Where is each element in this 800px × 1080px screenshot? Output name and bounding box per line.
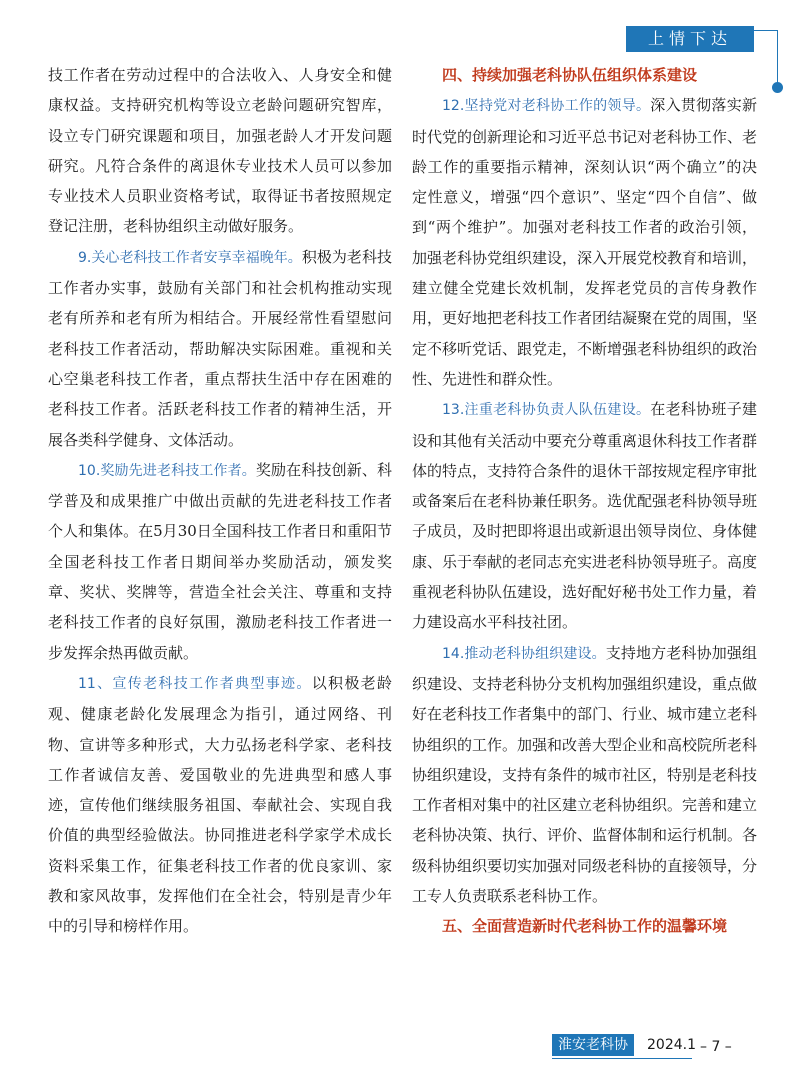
item-14-paragraph	[412, 638, 757, 912]
tag-connector-line	[754, 30, 778, 31]
section-heading-4: 四、持续加强老科协队伍组织体系建设	[442, 66, 698, 84]
item-13-body: 在老科协班子建设和其他有关活动中要充分尊重离退休科技工作者群体的特点，支持符合条件的退休干部按规定程序审批或备案后在老科协兼任职务。选优配强老科协领导班子成员，及时把即将退出或新退出领导岗位、身体健康、乐于奉献的老同志充实进老科协领导班子。高度重视老科协队伍建设，选好配好秘书处工作力量，着力建设高水平科技社团。	[412, 400, 758, 632]
item-10-lead: 10.奖励先进老科技工作者。	[78, 462, 256, 479]
item-9-body: 积极为老科技工作者办实事，鼓励有关部门和社会机构推动实现老有所养和老有所为相结合。开展经常性看望慰问老科技工作者活动，帮助解决实际困难。重视和关心空巢老科技工作者，重点帮扶生活中存在困难的老科技工作者。活跃老科技工作者的精神生活，开展各类科学健身、文体活动。	[48, 247, 392, 449]
item-11-paragraph	[48, 668, 392, 942]
section-heading-5: 五、全面营造新时代老科协工作的温馨环境	[442, 917, 728, 936]
paragraph-continued: 技工作者在劳动过程中的合法收入、人身安全和健康权益。支持研究机构等设立老龄问题研究智库，设立专门研究课题和项目，加强老龄人才开发问题研究。凡符合条件的离退休专业技术人员可以参加专业技术人员职业资格考试，取得证书者按照规定登记注册，老科协组织主动做好服务。	[48, 66, 392, 236]
item-11-lead: 11、宣传老科技工作者典型事迹。	[78, 675, 312, 692]
footer-rule	[552, 1058, 692, 1059]
item-10-paragraph	[48, 455, 392, 668]
right-column	[412, 60, 757, 942]
tag-dot-ornament	[772, 82, 783, 93]
page-number: – 7 –	[700, 1039, 732, 1055]
item-13-lead: 13.注重老科协负责人队伍建设。	[442, 402, 651, 419]
item-12-lead: 12.坚持党对老科协工作的领导。	[442, 98, 651, 115]
item-12-body: 深入贯彻落实新时代党的创新理论和习近平总书记对老科协工作、老龄工作的重要指示精神，深刻认识“两个确立”的决定性意义，增强“四个意识”、坚定“四个自信”、做到“两个维护”。加强对老科技工作者的政治引领，加强老科协党组织建设，深入开展党校教育和培训，建立健全党建长效机制，发挥老党员的言传身教作用，更好地把老科技工作者团结凝聚在党的周围，坚定不移听党话、跟党走，不断增强老科协组织的政治性、先进性和群众性。	[412, 96, 758, 388]
item-11-body: 以积极老龄观、健康老龄化发展理念为指引，通过网络、刊物、宣讲等多种形式，大力弘扬老科学家、老科技工作者诚信友善、爱国敬业的先进典型和感人事迹，宣传他们继续服务祖国、奉献社会、实现自我价值的典型经验做法。协同推进老科学家学术成长资料采集工作，征集老科技工作者的优良家训、家教和家风故事，发挥他们在全社会，特别是青少年中的引导和榜样作用。	[48, 673, 392, 936]
item-13-paragraph	[412, 394, 757, 637]
item-9-paragraph	[48, 242, 392, 455]
item-10-body: 奖励在科技创新、科学普及和成果推广中做出贡献的先进老科技工作者个人和集体。在5月30日全国科技工作者日和重阳节全国老科技工作者日期间举办奖励活动，颁发奖章、奖状、奖牌等，营造全社会关注、尊重和支持老科技工作者的良好氛围，激励老科技工作者进一步发挥余热再做贡献。	[48, 460, 392, 662]
item-14-body: 支持地方老科协加强组织建设、支持老科协分支机构加强组织建设，重点做好在老科技工作者集中的部门、行业、城市建立老科协组织的工作。加强和改善大型企业和高校院所老科协组织建设，支持有条件的城市社区，特别是老科技工作者相对集中的社区建立老科协组织。完善和建立老科协决策、执行、评价、监督体制和运行机制。各级科协组织要切实加强对同级老科协的直接领导，分工专人负责联系老科协工作。	[412, 643, 758, 906]
item-9-lead: 9.关心老科技工作者安享幸福晚年。	[78, 249, 302, 266]
left-column	[48, 60, 392, 942]
footer-publication-name: 淮安老科协	[552, 1034, 634, 1056]
section-tag: 上情下达	[626, 26, 754, 52]
item-12-paragraph	[412, 90, 757, 394]
tag-connector-line-vertical	[777, 30, 778, 85]
item-14-lead: 14.推动老科协组织建设。	[442, 645, 606, 662]
footer-issue: 2024.1	[647, 1037, 696, 1053]
